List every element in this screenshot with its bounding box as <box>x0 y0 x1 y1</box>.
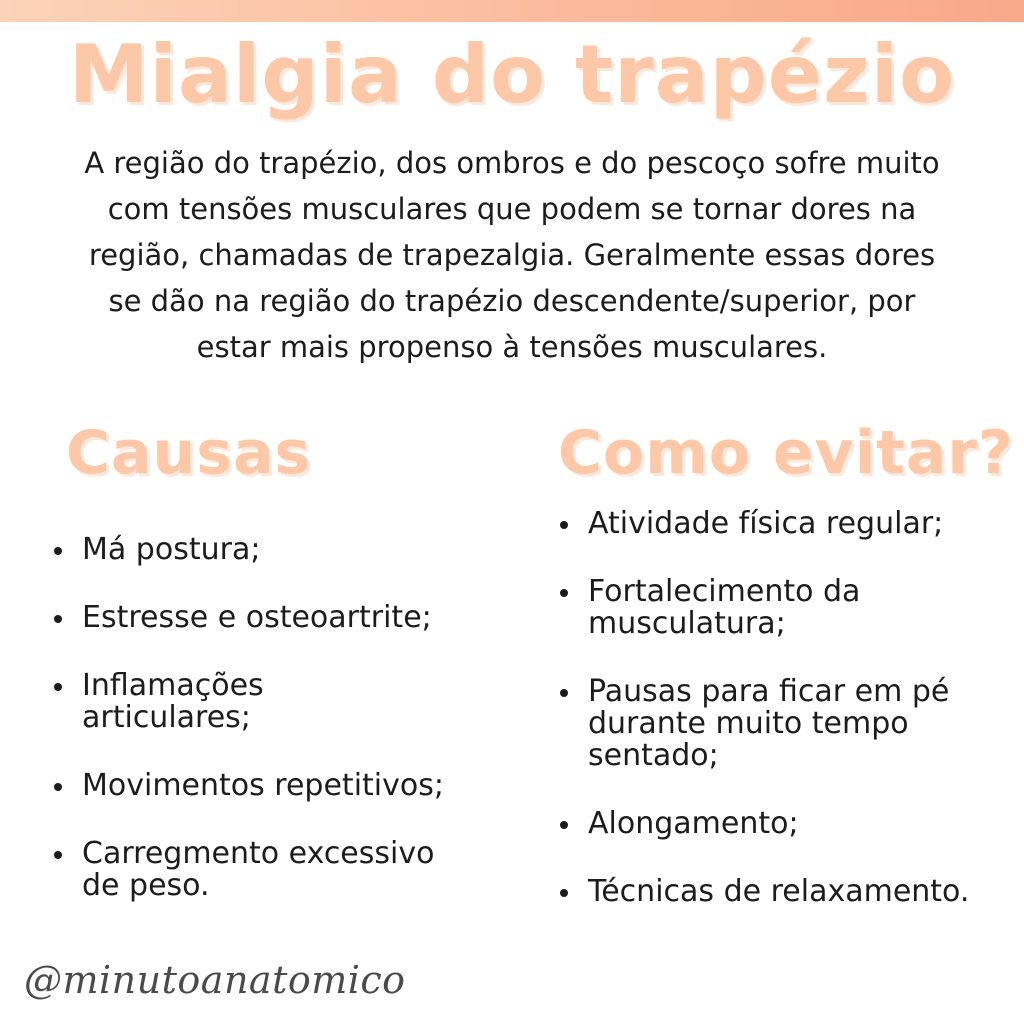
causa-item <box>52 670 492 734</box>
causa-item <box>52 602 492 634</box>
evitar-item-text: Pausas para ficar em pé <box>588 674 950 709</box>
top-accent-bar <box>0 0 1024 22</box>
intro-line: A região do trapézio, dos ombros e do pescoço sofre muito <box>84 146 940 180</box>
causa-item-text: articulares; <box>82 700 251 735</box>
evitar-item-text: durante muito tempo <box>588 706 909 741</box>
causa-item-text: Má postura; <box>82 532 261 567</box>
evitar-item-text: Atividade física regular; <box>588 506 944 541</box>
intro-line: região, chamadas de trapezalgia. Geralmente essas dores <box>88 238 936 272</box>
causa-item-text: Movimentos repetitivos; <box>82 768 444 803</box>
evitar-item <box>558 508 1018 540</box>
causa-item-text: Carregmento excessivo <box>82 836 435 871</box>
causa-item <box>52 770 492 802</box>
evitar-item-text: Fortalecimento da <box>588 574 861 609</box>
evitar-item-text: sentado; <box>588 738 719 773</box>
causa-item-text: Inflamações <box>82 668 264 703</box>
evitar-item <box>558 808 1018 840</box>
evitar-item <box>558 576 1018 640</box>
causa-item <box>52 838 492 902</box>
evitar-item-text: Técnicas de relaxamento. <box>588 874 970 909</box>
evitar-item-text: Alongamento; <box>588 806 799 841</box>
causas-heading: Causas <box>66 418 312 488</box>
causa-item <box>52 534 492 566</box>
causa-item-text: Estresse e osteoartrite; <box>82 600 432 635</box>
causa-item-text: de peso. <box>82 868 210 903</box>
intro-paragraph <box>30 140 994 370</box>
intro-line: com tensões musculares que podem se tornar dores na <box>107 192 917 226</box>
evitar-item-text: musculatura; <box>588 606 786 641</box>
intro-line: estar mais propenso à tensões musculares. <box>196 330 828 364</box>
como-evitar-list <box>558 508 1018 944</box>
page-title: Mialgia do trapézio <box>68 28 956 121</box>
intro-line: se dão na região do trapézio descendente/superior, por <box>108 284 916 318</box>
evitar-item <box>558 676 1018 772</box>
evitar-item <box>558 876 1018 908</box>
como-evitar-heading: Como evitar? <box>558 418 1014 488</box>
instagram-handle: @minutoanatomico <box>24 958 406 1002</box>
causas-list <box>52 534 492 938</box>
